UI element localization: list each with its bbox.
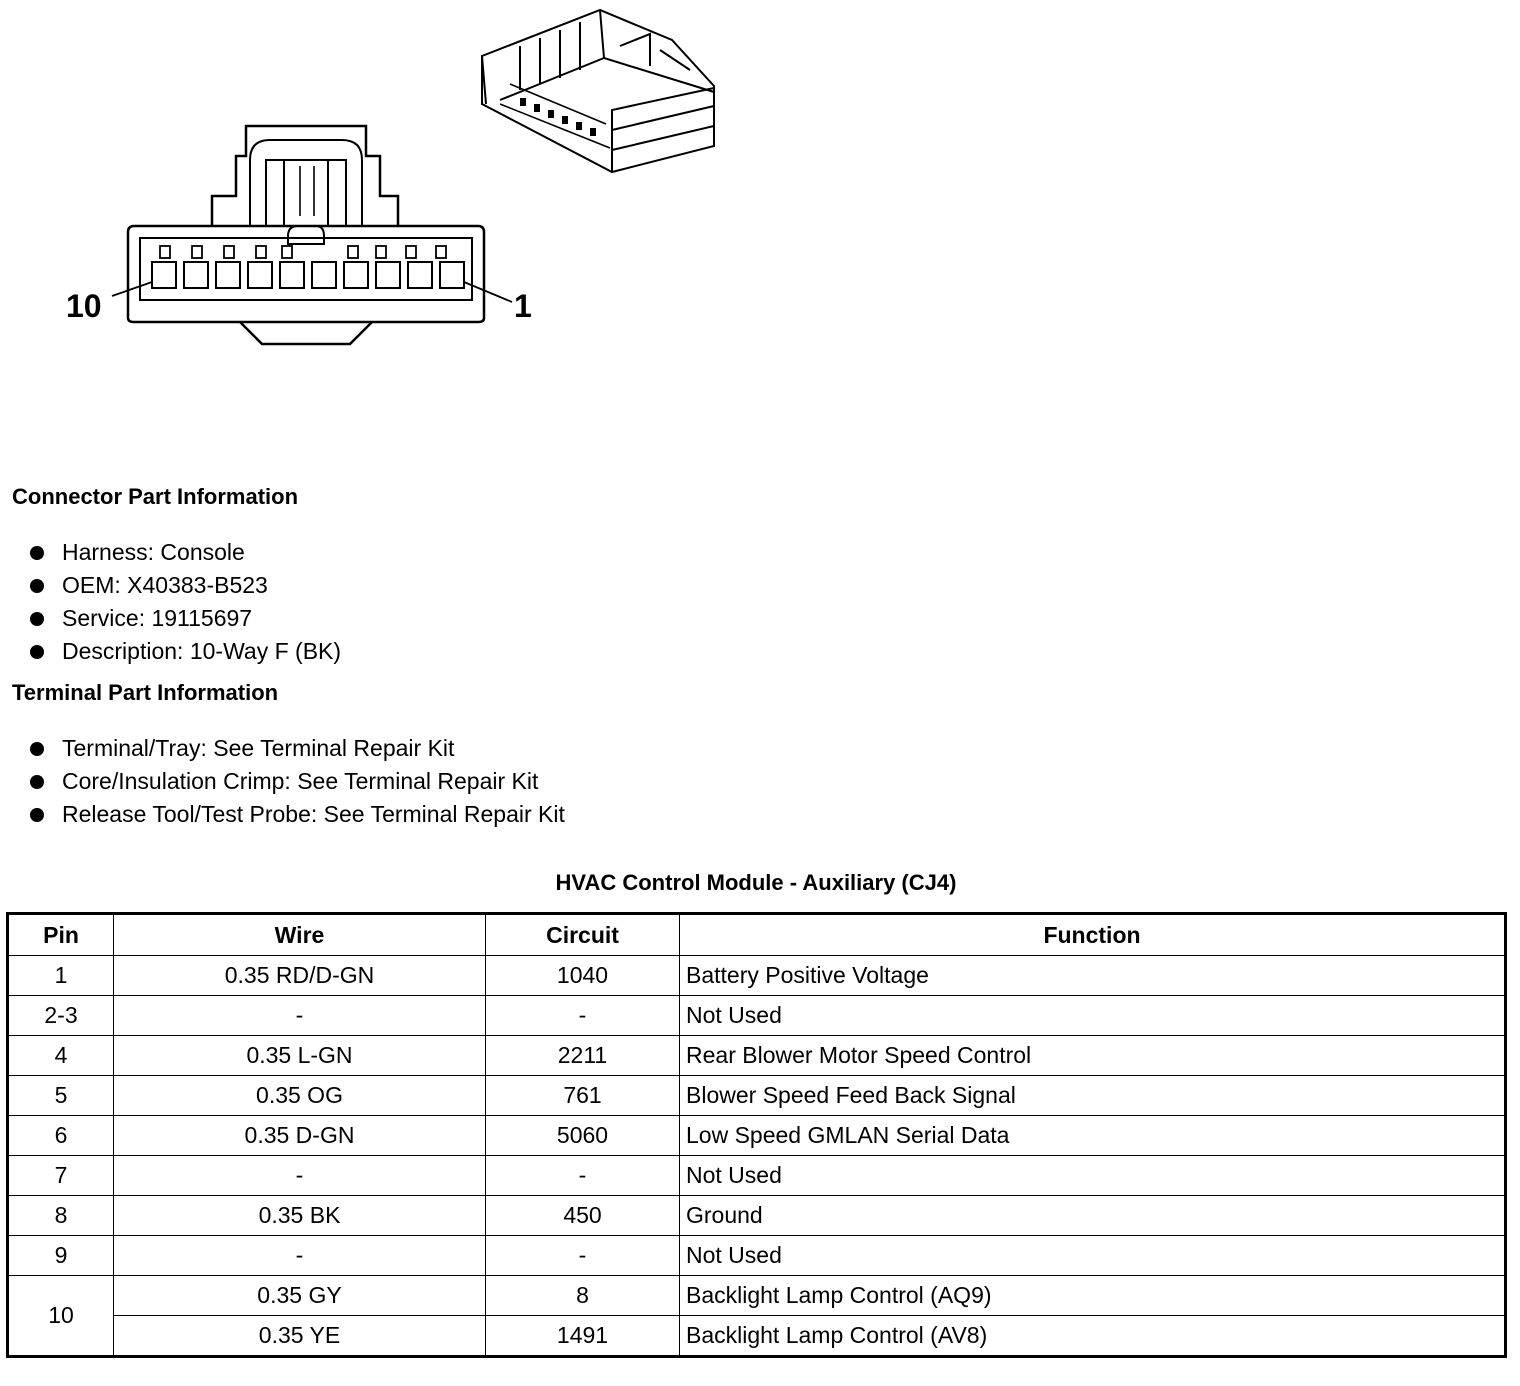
cell-circuit: 2211 xyxy=(486,1036,680,1076)
cell-function: Low Speed GMLAN Serial Data xyxy=(680,1116,1506,1156)
list-item-text: Terminal/Tray: See Terminal Repair Kit xyxy=(62,735,455,761)
cell-circuit: - xyxy=(486,1236,680,1276)
cell-circuit: 5060 xyxy=(486,1116,680,1156)
cell-wire: - xyxy=(114,996,486,1036)
cell-wire: - xyxy=(114,1156,486,1196)
leader-line-pin-10 xyxy=(112,282,152,296)
list-item xyxy=(28,602,341,635)
cell-function: Not Used xyxy=(680,1236,1506,1276)
list-item-text: Release Tool/Test Probe: See Terminal Repair Kit xyxy=(62,801,565,827)
cell-function: Not Used xyxy=(680,1156,1506,1196)
cell-pin: 8 xyxy=(8,1196,114,1236)
cell-function: Ground xyxy=(680,1196,1506,1236)
cell-circuit: - xyxy=(486,996,680,1036)
column-header-function: Function xyxy=(680,914,1506,956)
list-item xyxy=(28,732,565,765)
list-item xyxy=(28,798,565,831)
list-item-text: Service: 19115697 xyxy=(62,605,253,631)
cell-circuit: 450 xyxy=(486,1196,680,1236)
pin-label-10: 10 xyxy=(66,288,102,324)
cell-pin: 9 xyxy=(8,1236,114,1276)
table-row xyxy=(8,956,1506,996)
pin-label-1: 1 xyxy=(514,288,532,324)
cell-function: Backlight Lamp Control (AQ9) xyxy=(680,1276,1506,1316)
table-row xyxy=(8,996,1506,1036)
bullet-icon xyxy=(30,546,44,560)
table-row xyxy=(8,1116,1506,1156)
list-item xyxy=(28,569,341,602)
connector-isometric xyxy=(482,10,714,172)
table-row xyxy=(8,1076,1506,1116)
connector-face-outline xyxy=(128,226,484,322)
table-row xyxy=(8,1196,1506,1236)
cell-wire: 0.35 L-GN xyxy=(114,1036,486,1076)
column-header-pin: Pin xyxy=(8,914,114,956)
cell-circuit: 1491 xyxy=(486,1316,680,1357)
cell-circuit: 761 xyxy=(486,1076,680,1116)
pin-table xyxy=(6,912,1507,1358)
list-item xyxy=(28,635,341,668)
table-row xyxy=(8,1156,1506,1196)
cell-pin: 5 xyxy=(8,1076,114,1116)
cell-pin: 2-3 xyxy=(8,996,114,1036)
cell-pin: 4 xyxy=(8,1036,114,1076)
terminal-info-heading: Terminal Part Information xyxy=(12,680,279,705)
list-item xyxy=(28,765,565,798)
list-item-text: Harness: Console xyxy=(62,539,245,565)
table-row xyxy=(8,1036,1506,1076)
bullet-icon xyxy=(30,612,44,626)
cell-circuit: 1040 xyxy=(486,956,680,996)
cell-pin: 10 xyxy=(8,1276,114,1357)
list-item-text: OEM: X40383-B523 xyxy=(62,572,268,598)
table-row xyxy=(8,1316,1506,1357)
cell-pin: 1 xyxy=(8,956,114,996)
cell-function: Rear Blower Motor Speed Control xyxy=(680,1036,1506,1076)
column-header-circuit: Circuit xyxy=(486,914,680,956)
cell-function: Backlight Lamp Control (AV8) xyxy=(680,1316,1506,1357)
cell-pin: 7 xyxy=(8,1156,114,1196)
cell-function: Blower Speed Feed Back Signal xyxy=(680,1076,1506,1116)
terminal-info-list xyxy=(28,732,565,831)
pin-cavities xyxy=(152,262,464,288)
connector-info-heading: Connector Part Information xyxy=(12,484,299,509)
cell-circuit: 8 xyxy=(486,1276,680,1316)
list-item xyxy=(28,536,341,569)
terminal-slots xyxy=(160,246,446,258)
table-row xyxy=(8,1236,1506,1276)
keying-tab xyxy=(240,322,372,344)
bullet-icon xyxy=(30,775,44,789)
cell-pin: 6 xyxy=(8,1116,114,1156)
table-header-row xyxy=(8,914,1506,956)
connector-diagram xyxy=(0,0,760,360)
connector-info-list xyxy=(28,536,341,668)
bullet-icon xyxy=(30,579,44,593)
cell-circuit: - xyxy=(486,1156,680,1196)
cell-wire: - xyxy=(114,1236,486,1276)
cell-function: Battery Positive Voltage xyxy=(680,956,1506,996)
cell-function: Not Used xyxy=(680,996,1506,1036)
table-row xyxy=(8,1276,1506,1316)
bullet-icon xyxy=(30,808,44,822)
bullet-icon xyxy=(30,645,44,659)
list-item-text: Description: 10-Way F (BK) xyxy=(62,638,342,664)
column-header-wire: Wire xyxy=(114,914,486,956)
table-title: HVAC Control Module - Auxiliary (CJ4) xyxy=(555,870,957,895)
list-item-text: Core/Insulation Crimp: See Terminal Repair Kit xyxy=(62,768,539,794)
bullet-icon xyxy=(30,742,44,756)
cell-wire: 0.35 OG xyxy=(114,1076,486,1116)
cell-wire: 0.35 RD/D-GN xyxy=(114,956,486,996)
cell-wire: 0.35 D-GN xyxy=(114,1116,486,1156)
cell-wire: 0.35 YE xyxy=(114,1316,486,1357)
cell-wire: 0.35 GY xyxy=(114,1276,486,1316)
cell-wire: 0.35 BK xyxy=(114,1196,486,1236)
